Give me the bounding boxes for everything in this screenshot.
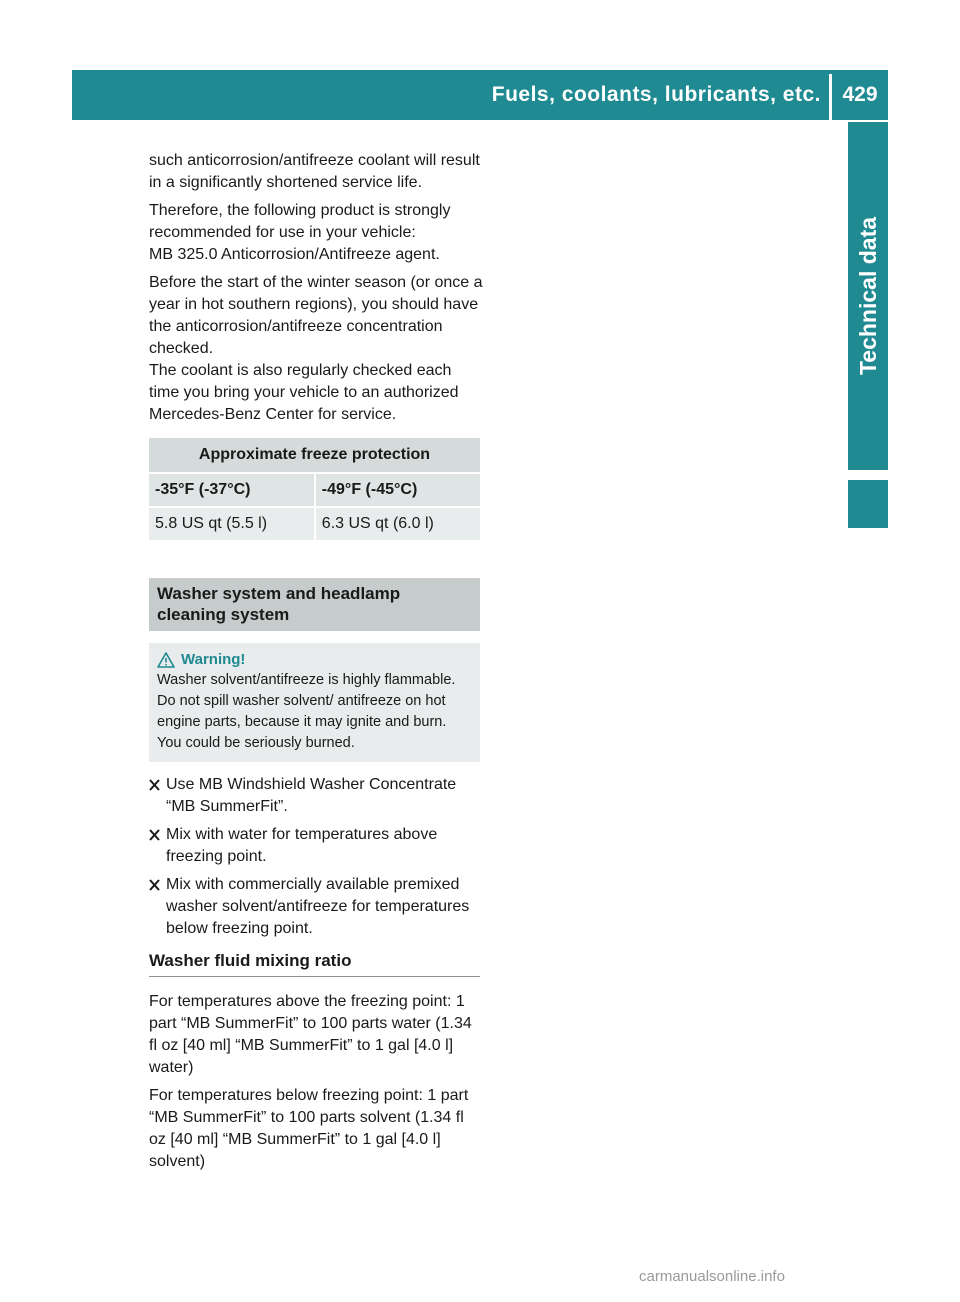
warning-triangle-icon — [157, 652, 175, 668]
ratio-paragraph: For temperatures below freezing point: 1 part “MB SummerFit” to 100 parts solvent (1.34 fl oz [40 ml] “MB SummerFit” to 1 gal [4.0 l] solvent) — [149, 1087, 469, 1170]
step-text: Use MB Windshield Washer Concentrate “MB SummerFit”. — [166, 776, 457, 815]
section-tab-label: Technical data — [855, 216, 881, 376]
section-heading: Washer system and headlamp cleaning system — [149, 578, 480, 631]
step-arrow-icon — [149, 879, 160, 891]
ratio-paragraph: For temperatures above the freezing point: 1 part “MB SummerFit” to 100 parts water (1.34 fl oz [40 ml] “MB SummerFit” to 1 gal [4.0 l] water) — [149, 993, 472, 1076]
table-cell: 6.3 US qt (6.0 l) — [316, 506, 480, 540]
ratio-block — [149, 991, 484, 1173]
intro-paragraph: Before the start of the winter season (or once a year in hot southern regions), you should have the anticorrosion/antifreeze concentration checked. — [149, 274, 483, 357]
step-item — [149, 824, 484, 868]
warning-text: Washer solvent/antifreeze is highly flammable. Do not spill washer solvent/ antifreeze on hot engine parts, because it may ignite and burn. You could be seriously burned. — [157, 672, 456, 751]
intro-paragraph: MB 325.0 Anticorrosion/Antifreeze agent. — [149, 246, 440, 263]
intro-paragraph: such anticorrosion/antifreeze coolant will result in a significantly shortened service life. — [149, 152, 480, 191]
table-cell: -35°F (-37°C) — [149, 472, 316, 506]
table-cell: 5.8 US qt (5.5 l) — [149, 506, 316, 540]
header-bar — [72, 70, 888, 120]
step-list — [149, 774, 484, 940]
step-arrow-icon — [149, 829, 160, 841]
table-cell: -49°F (-45°C) — [316, 472, 480, 506]
tab-marker — [848, 480, 888, 528]
intro-paragraph: Therefore, the following product is strongly recommended for use in your vehicle: — [149, 202, 451, 241]
watermark[interactable]: carmanualsonline.info — [639, 1268, 785, 1285]
warning-header — [157, 649, 474, 670]
subsection-heading: Washer fluid mixing ratio — [149, 950, 480, 977]
step-arrow-icon — [149, 779, 160, 791]
table-row — [149, 506, 480, 540]
step-item — [149, 774, 484, 818]
step-text: Mix with water for temperatures above freezing point. — [166, 826, 438, 865]
warning-box — [149, 643, 480, 762]
step-item — [149, 874, 484, 940]
freeze-protection-table — [149, 438, 480, 540]
warning-title: Warning! — [181, 651, 246, 668]
table-header: Approximate freeze protection — [149, 438, 480, 472]
step-text: Mix with commercially available premixed washer solvent/antifreeze for temperatures below freezing point. — [166, 876, 470, 937]
table-header-row — [149, 438, 480, 472]
intro-paragraph: The coolant is also regularly checked each time you bring your vehicle to an authorized Mercedes-Benz Center for service. — [149, 362, 459, 423]
page-number: 429 — [842, 83, 878, 106]
chapter-title: Fuels, coolants, lubricants, etc. — [491, 83, 821, 106]
table-row — [149, 472, 480, 506]
main-column — [149, 150, 484, 1179]
